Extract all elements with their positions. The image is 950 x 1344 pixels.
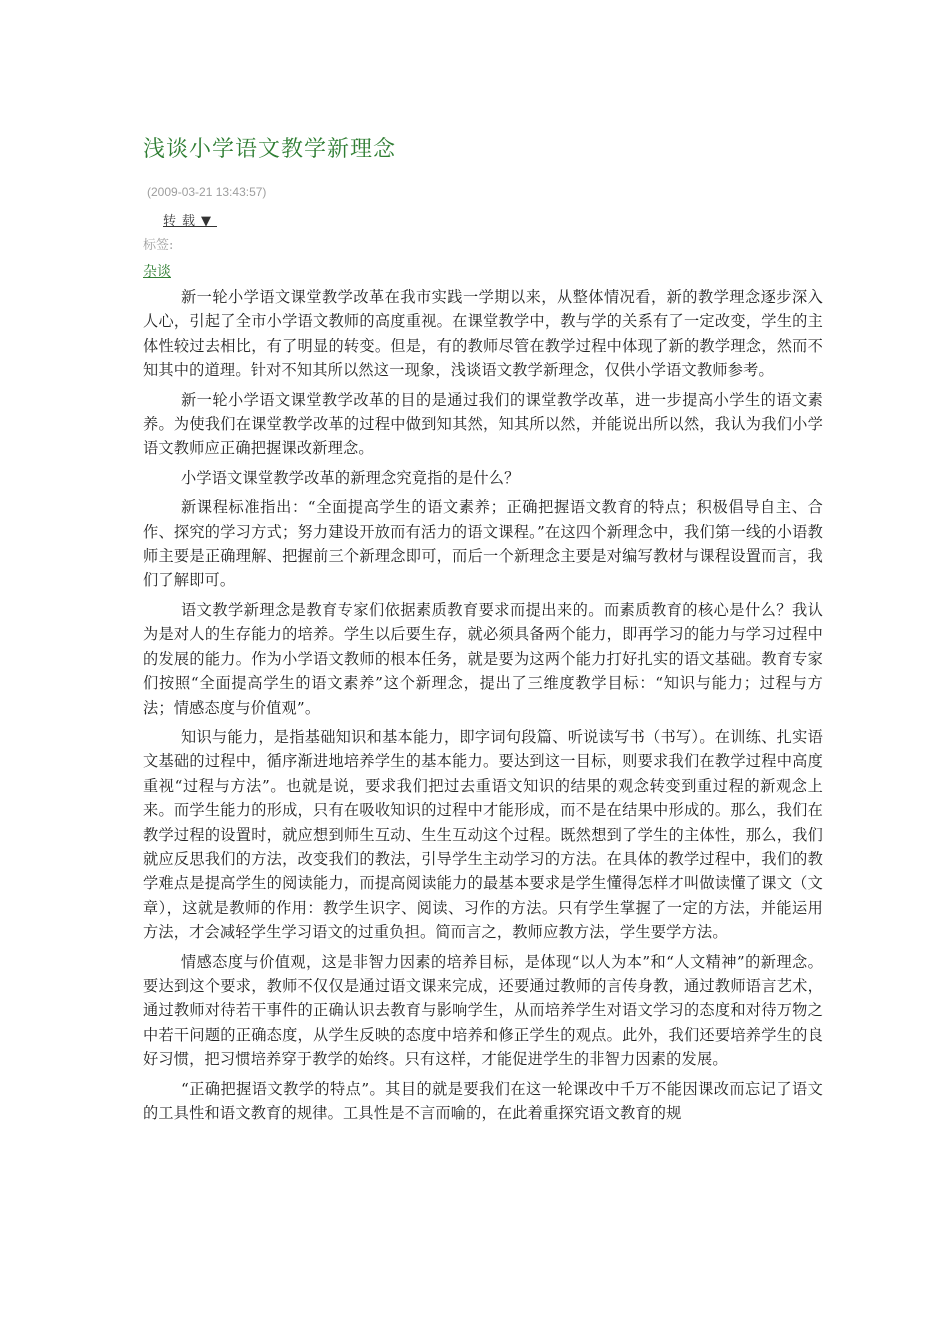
paragraph: 知识与能力，是指基础知识和基本能力，即字词句段篇、听说读写书（书写）。在训练、扎实语文基础的过程中，循序渐进地培养学生的基本能力。要达到这一目标，则要求我们在教学过程中高度重视“过程与方法”。也就是说，要求我们把过去重语文知识的结果的观念转变到重过程的新观念上来。而学生能力的形成，只有在吸收知识的过程中才能形成，而不是在结果中形成的。那么，我们在教学过程的设置时，就应想到师生互动、生生互动这个过程。既然想到了学生的主体性，那么，我们就应反思我们的方法，改变我们的教法，引导学生主动学习的方法。在具体的教学过程中，我们的教学难点是提高学生的阅读能力，而提高阅读能力的最基本要求是学生懂得怎样才叫做读懂了课文（文章），这就是教师的作用：教学生识字、阅读、习作的方法。只有学生掌握了一定的方法，并能运用方法，才会减轻学生学习语文的过重负担。简而言之，教师应教方法，学生要学方法。	[143, 727, 823, 942]
paragraph: 语文教学新理念是教育专家们依据素质教育要求而提出来的。而素质教育的核心是什么？我认为是对人的生存能力的培养。学生以后要生存，就必须具备两个能力，即再学习的能力与学习过程中的发展的能力。作为小学语文教师的根本任务，就是要为这两个能力打好扎实的语文基础。教育专家们按照“全面提高学生的语文素养”这个新理念，提出了三维度教学目标：“知识与能力；过程与方法；情感态度与价值观”。	[143, 600, 823, 717]
paragraph: “正确把握语文教学的特点”。其目的就是要我们在这一轮课改中千万不能因课改而忘记了语文的工具性和语文教育的规律。工具性是不言而喻的，在此着重探究语文教育的规	[143, 1079, 823, 1122]
article-body	[143, 285, 823, 1125]
paragraph: 新一轮小学语文课堂教学改革在我市实践一学期以来，从整体情况看，新的教学理念逐步深入人心，引起了全市小学语文教师的高度重视。在课堂教学中，教与学的关系有了一定改变，学生的主体性较过去相比，有了明显的转变。但是，有的教师尽管在教学过程中体现了新的教学理念，然而不知其中的道理。针对不知其所以然这一现象，浅谈语文教学新理念，仅供小学语文教师参考。	[143, 288, 823, 380]
paragraph: 新课程标准指出：“全面提高学生的语文素养；正确把握语文教育的特点；积极倡导自主、合作、探究的学习方式；努力建设开放而有活力的语文课程。”在这四个新理念中，我们第一线的小语教师主要是正确理解、把握前三个新理念即可，而后一个新理念主要是对编写教材与课程设置而言，我们了解即可。	[143, 498, 823, 590]
paragraph: 新一轮小学语文课堂教学改革的目的是通过我们的课堂教学改革，进一步提高小学生的语文素养。为使我们在课堂教学改革的过程中做到知其然，知其所以然，并能说出所以然，我认为我们小学语文教师应正确把握课改新理念。	[143, 390, 823, 458]
paragraph: 小学语文课堂教学改革的新理念究竟指的是什么？	[181, 468, 520, 487]
repost-dropdown[interactable]: 转载▼	[163, 214, 217, 229]
tag-link[interactable]: 杂谈	[143, 264, 171, 280]
article	[143, 132, 823, 1130]
paragraph: 情感态度与价值观，这是非智力因素的培养目标，是体现“以人为本”和“人文精神”的新理念。要达到这个要求，教师不仅仅是通过语文课来完成，还要通过教师的言传身教，通过教师语言艺术，通过教师对待若干事件的正确认识去教育与影响学生，从而培养学生对语文学习的态度和对待万物之中若干问题的正确态度，从学生反映的态度中培养和修正学生的观点。此外，我们还要培养学生的良好习惯，把习惯培养穿于教学的始终。只有这样，才能促进学生的非智力因素的发展。	[143, 952, 823, 1069]
post-date: (2009-03-21 13:43:57)	[147, 185, 267, 199]
article-title: 浅谈小学语文教学新理念	[143, 137, 397, 162]
tags-label: 标签:	[143, 238, 174, 253]
